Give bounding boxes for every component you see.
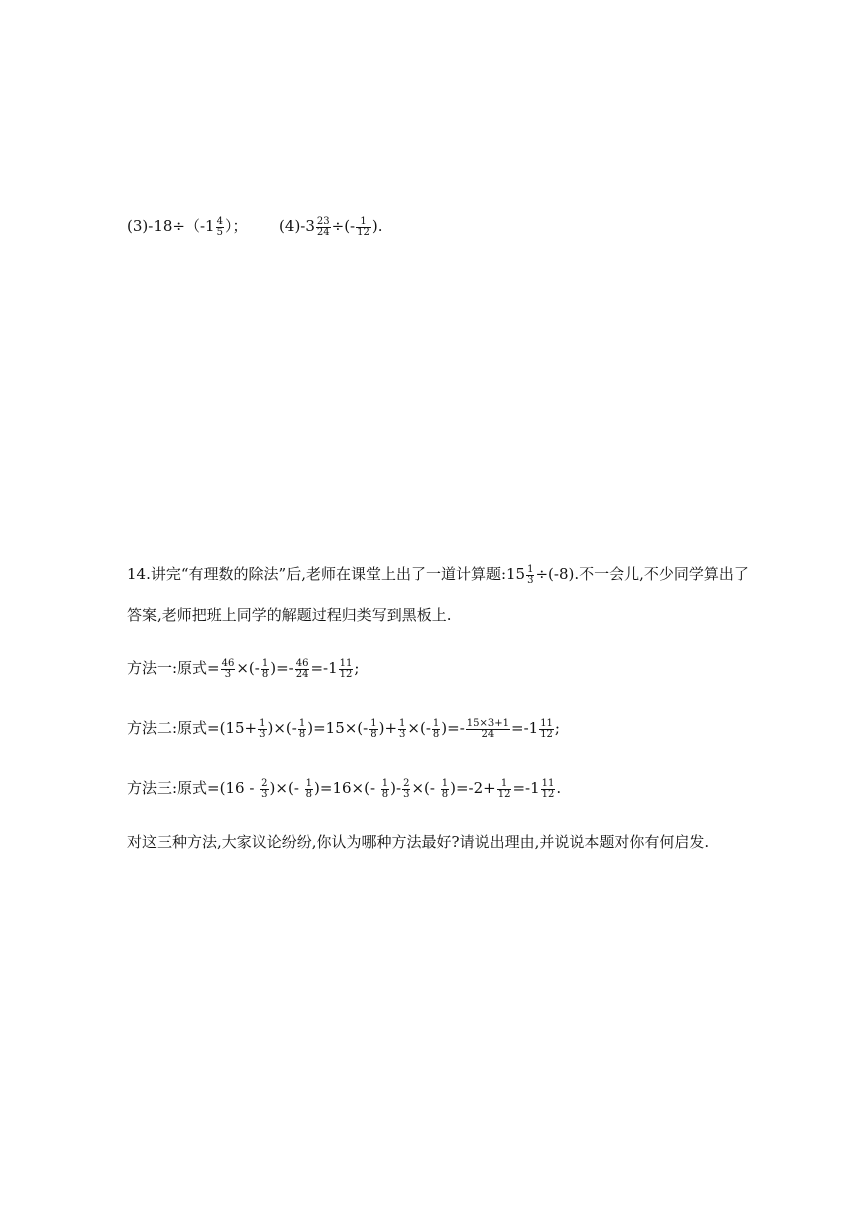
fraction: $\frac{1}{8}$ (261, 657, 269, 680)
discussion-question: 对这三种方法,大家议论纷纷,你认为哪种方法最好?请说出理由,并说说本题对你有何启发. (127, 833, 710, 851)
fraction: $\frac{11}{12}$ (541, 777, 555, 800)
fraction: $\frac{15\times 3+1}{24}$ (466, 717, 509, 740)
fraction: $\frac{46}{24}$ (295, 657, 309, 680)
fraction: $\frac{1}{3}$ (527, 563, 534, 586)
fraction: $\frac{1}{12}$ (357, 215, 370, 238)
fraction: $\frac{1}{8}$ (305, 777, 313, 800)
p3-text: (3)-18÷（-1 (127, 217, 215, 235)
problem-13-line: (3)-18÷（-1 $\frac{4}{5}$ ）； (4)-3 $\frac{23}{24}$ ÷(- $\frac{1}{12}$ ). (127, 215, 383, 238)
fraction: $\frac{1}{3}$ (399, 717, 406, 740)
fraction: $\frac{1}{3}$ (259, 717, 266, 740)
p4-text: (4)-3 (279, 217, 315, 235)
method-three: 方法三:原式=(16 - $\frac{2}{3}$ )×(- $\frac{1}{8}$ )=16×(- $\frac{1}{8}$ )- $\frac{2}{3}$ ×(- $\frac{1}{8}$ )=-2+ $\frac{1}{12}$ =-1 $\frac{11}{12}$ . (127, 777, 562, 800)
fraction: $\frac{11}{12}$ (339, 657, 353, 680)
fraction: $\frac{1}{8}$ (370, 717, 377, 740)
problem-14-line-2: 答案,老师把班上同学的解题过程归类写到黑板上. (127, 606, 452, 624)
fraction: $\frac{1}{8}$ (298, 717, 306, 740)
fraction: $\frac{11}{12}$ (540, 717, 553, 740)
method-one: 方法一:原式= $\frac{46}{3}$ ×(- $\frac{1}{8}$ )=- $\frac{46}{24}$ =-1 $\frac{11}{12}$ ; (127, 657, 360, 680)
fraction: $\frac{23}{24}$ (316, 215, 330, 238)
fraction: $\frac{46}{3}$ (221, 657, 235, 680)
fraction: $\frac{1}{8}$ (381, 777, 389, 800)
fraction: $\frac{1}{8}$ (432, 717, 440, 740)
fraction: $\frac{4}{5}$ (216, 215, 223, 238)
method-two: 方法二:原式=(15+ $\frac{1}{3}$ )×(- $\frac{1}{8}$ )=15×(- $\frac{1}{8}$ )+ $\frac{1}{3}$ ×(- $\frac{1}{8}$ )=- $\frac{15\times 3+1}{24}$ =-1 $\frac{11}{12}$ ; (127, 717, 560, 740)
fraction: $\frac{2}{3}$ (403, 777, 410, 800)
fraction: $\frac{1}{8}$ (441, 777, 449, 800)
problem-14-line-1: 14.讲完“有理数的除法”后,老师在课堂上出了一道计算题:15 $\frac{1}{3}$ ÷(-8).不一会儿,不少同学算出了 (127, 563, 749, 586)
fraction: $\frac{1}{12}$ (497, 777, 511, 800)
fraction: $\frac{2}{3}$ (261, 777, 268, 800)
